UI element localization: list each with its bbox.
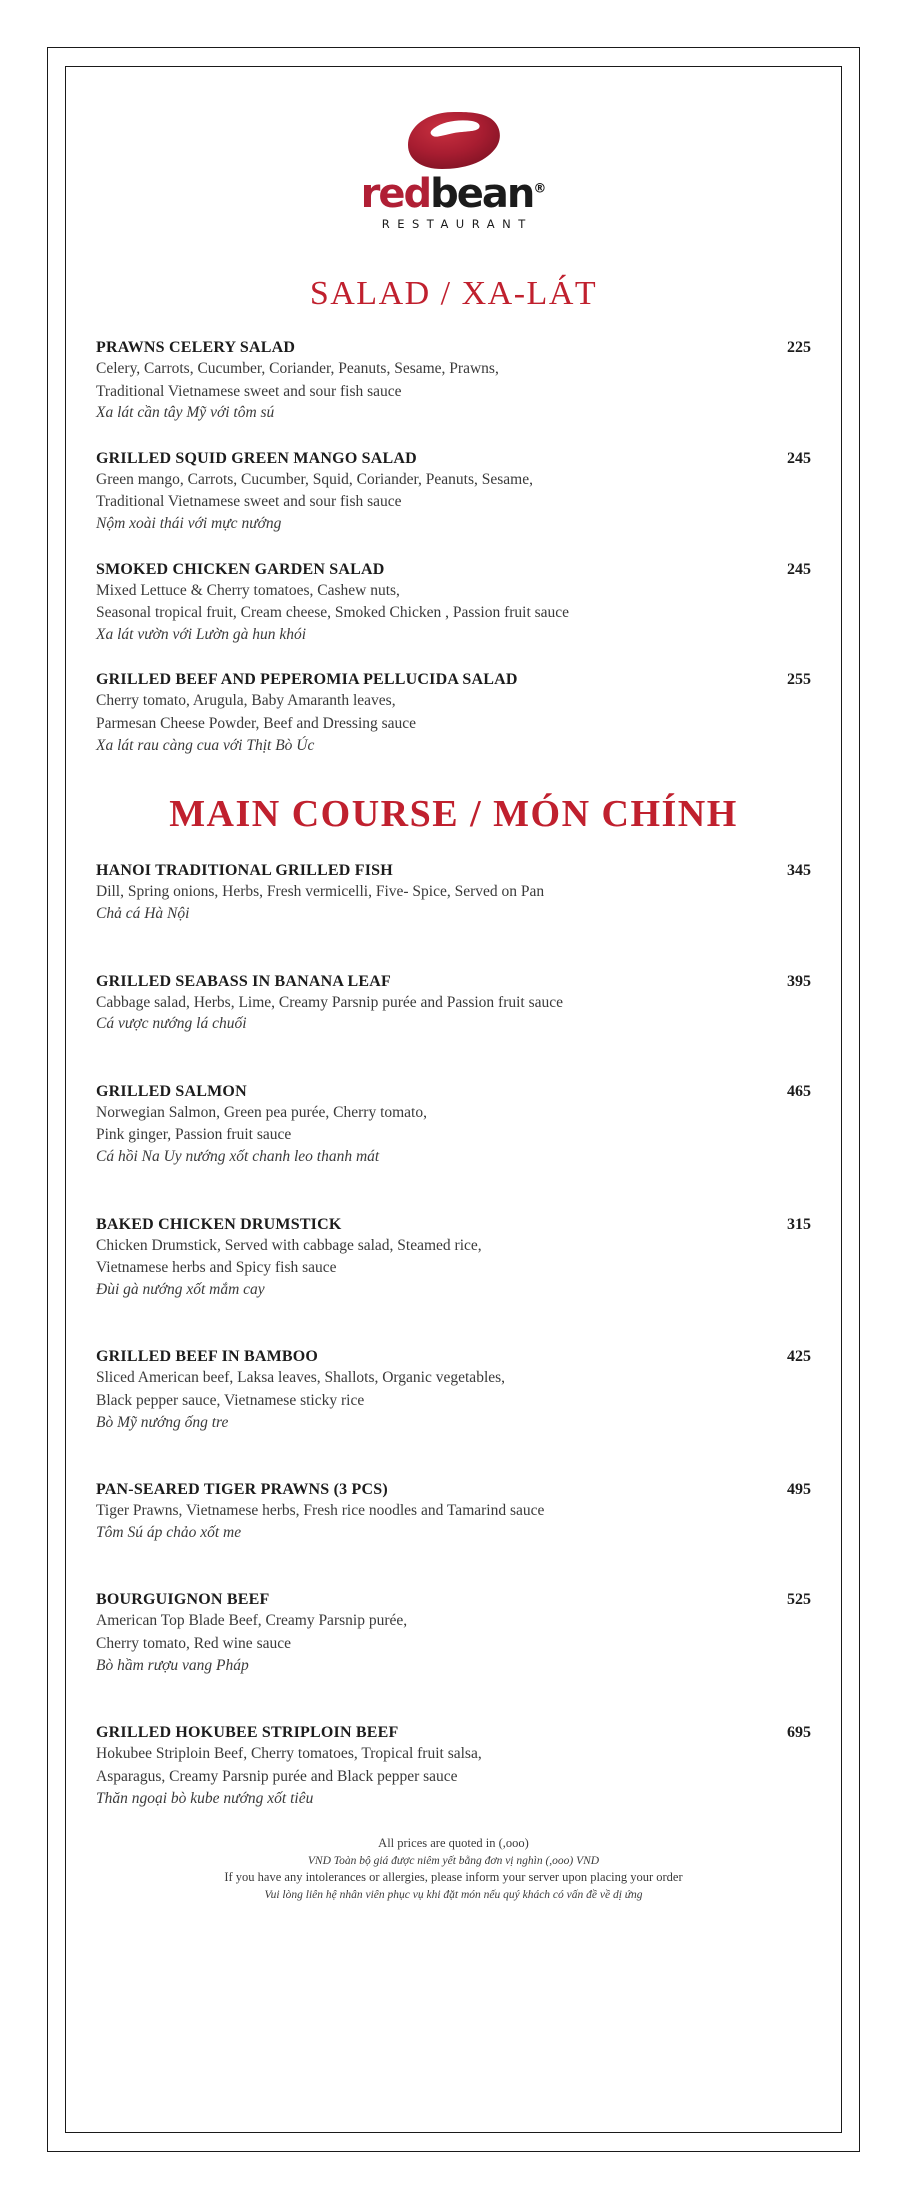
item-vietnamese-name: Cá vược nướng lá chuối [96, 1015, 247, 1033]
item-price: 395 [787, 972, 811, 990]
item-name: SMOKED CHICKEN GARDEN SALAD [96, 560, 385, 578]
footer-price-note-vi: VND Toàn bộ giá được niêm yết bằng đơn vị nghìn (,ooo) VND [307, 1854, 600, 1867]
item-price: 695 [787, 1724, 811, 1742]
item-price: 525 [787, 1591, 811, 1609]
item-price: 315 [787, 1215, 811, 1233]
item-vietnamese-name: Thăn ngoại bò kube nướng xốt tiêu [96, 1789, 314, 1807]
item-description-line: Chicken Drumstick, Served with cabbage salad, Steamed rice, [96, 1236, 482, 1254]
item-description-line: Dill, Spring onions, Herbs, Fresh vermicelli, Five- Spice, Served on Pan [96, 883, 545, 901]
item-name: GRILLED BEEF IN BAMBOO [96, 1348, 319, 1366]
item-header [96, 1591, 811, 1609]
item-name: GRILLED SALMON [96, 1082, 247, 1100]
item-description-line: Tiger Prawns, Vietnamese herbs, Fresh rice noodles and Tamarind sauce [96, 1502, 545, 1520]
item-description-line: Sliced American beef, Laksa leaves, Shallots, Organic vegetables, [96, 1369, 506, 1387]
item-header [96, 862, 811, 880]
item-header [96, 1724, 811, 1742]
item-description-line: Celery, Carrots, Cucumber, Coriander, Peanuts, Sesame, Prawns, [96, 360, 499, 377]
red-bean-icon [402, 108, 506, 172]
item-vietnamese-name: Xa lát cần tây Mỹ với tôm sú [96, 404, 275, 422]
footer-allergy-note-en: If you have any intolerances or allergies, please inform your server upon placing your order [224, 1870, 683, 1885]
item-vietnamese-name: Bò hầm rượu vang Pháp [96, 1656, 249, 1674]
item-header [96, 671, 811, 689]
item-name: BOURGUIGNON BEEF [96, 1591, 270, 1609]
item-description-line: Hokubee Striploin Beef, Cherry tomatoes, Tropical fruit salsa, [96, 1745, 482, 1763]
menu-item [96, 339, 811, 424]
item-price: 345 [787, 862, 811, 880]
wordmark-black: bean [430, 171, 534, 217]
menu-item [96, 450, 811, 535]
item-header [96, 1216, 811, 1234]
registered-mark: ® [533, 181, 547, 197]
menu-content [96, 92, 811, 1903]
brand-logo [96, 92, 811, 231]
item-description-line: Parmesan Cheese Powder, Beef and Dressing sauce [96, 715, 417, 733]
menu-item [96, 862, 811, 924]
item-header [96, 339, 811, 357]
item-vietnamese-name: Xa lát rau càng cua với Thịt Bò Úc [96, 736, 315, 754]
item-header [96, 1481, 811, 1499]
item-description-line: Cabbage salad, Herbs, Lime, Creamy Parsnip purée and Passion fruit sauce [96, 993, 564, 1011]
item-header [96, 973, 811, 991]
item-name: PRAWNS CELERY SALAD [96, 339, 296, 356]
item-price: 245 [787, 560, 811, 578]
item-vietnamese-name: Xa lát vườn với Lườn gà hun khói [96, 625, 307, 643]
menu-item [96, 1083, 811, 1168]
menu-item [96, 671, 811, 756]
item-name: HANOI TRADITIONAL GRILLED FISH [96, 862, 393, 880]
menu-item [96, 1481, 811, 1543]
item-description-line: Norwegian Salmon, Green pea purée, Cherry tomato, [96, 1103, 427, 1121]
item-description-line: Mixed Lettuce & Cherry tomatoes, Cashew nuts, [96, 581, 400, 599]
item-description-line: Traditional Vietnamese sweet and sour fish sauce [96, 493, 402, 511]
item-vietnamese-name: Bò Mỹ nướng ống tre [96, 1413, 229, 1431]
item-name: GRILLED HOKUBEE STRIPLOIN BEEF [96, 1724, 399, 1742]
menu-item [96, 1591, 811, 1676]
item-header [96, 1348, 811, 1366]
item-price: 245 [787, 449, 811, 467]
menu-footer [96, 1835, 811, 1903]
item-name: GRILLED SEABASS IN BANANA LEAF [96, 972, 391, 990]
footer-allergy-note-vi: Vui lòng liên hệ nhân viên phục vụ khi đặt món nếu quý khách có vấn đề về dị ứng [264, 1888, 643, 1901]
menu-item [96, 1724, 811, 1809]
item-description-line: Cherry tomato, Arugula, Baby Amaranth leaves, [96, 692, 396, 710]
item-header [96, 561, 811, 579]
main-course-items [96, 862, 811, 1809]
item-name: BAKED CHICKEN DRUMSTICK [96, 1215, 342, 1233]
item-price: 425 [787, 1348, 811, 1366]
wordmark [96, 171, 811, 217]
item-description-line: Pink ginger, Passion fruit sauce [96, 1126, 292, 1144]
item-price: 465 [787, 1082, 811, 1100]
item-description-line: Seasonal tropical fruit, Cream cheese, Smoked Chicken , Passion fruit sauce [96, 604, 570, 622]
item-description-line: Green mango, Carrots, Cucumber, Squid, Coriander, Peanuts, Sesame, [96, 470, 533, 488]
item-description-line: Black pepper sauce, Vietnamese sticky rice [96, 1392, 365, 1410]
item-description-line: American Top Blade Beef, Creamy Parsnip purée, [96, 1612, 408, 1630]
section-heading-salad: SALAD / XA-LÁT [309, 275, 598, 312]
item-vietnamese-name: Cá hồi Na Uy nướng xốt chanh leo thanh mát [96, 1147, 380, 1165]
item-description-line: Vietnamese herbs and Spicy fish sauce [96, 1259, 337, 1277]
section-heading-main-course: MAIN COURSE / MÓN CHÍNH [169, 793, 738, 836]
wordmark-red: red [360, 171, 431, 217]
item-price: 225 [787, 339, 811, 356]
item-header [96, 450, 811, 468]
item-description-line: Cherry tomato, Red wine sauce [96, 1635, 291, 1653]
item-vietnamese-name: Chả cá Hà Nội [96, 904, 190, 922]
menu-item [96, 973, 811, 1035]
item-vietnamese-name: Tôm Sú áp chảo xốt me [96, 1523, 242, 1541]
item-vietnamese-name: Nộm xoài thái với mực nướng [96, 515, 282, 533]
item-description-line: Traditional Vietnamese sweet and sour fish sauce [96, 382, 402, 400]
menu-item [96, 1348, 811, 1433]
footer-price-note-en: All prices are quoted in (,ooo) [378, 1836, 529, 1851]
item-description-line: Asparagus, Creamy Parsnip purée and Black pepper sauce [96, 1767, 458, 1785]
item-price: 495 [787, 1481, 811, 1499]
item-name: GRILLED SQUID GREEN MANGO SALAD [96, 449, 417, 467]
item-name: PAN-SEARED TIGER PRAWNS (3 PCS) [96, 1481, 388, 1499]
salad-items [96, 339, 811, 756]
menu-item [96, 1216, 811, 1301]
restaurant-subtitle: RESTAURANT [381, 217, 533, 231]
item-name: GRILLED BEEF AND PEPEROMIA PELLUCIDA SALAD [96, 671, 518, 689]
item-price: 255 [787, 671, 811, 689]
menu-item [96, 561, 811, 646]
item-header [96, 1083, 811, 1101]
item-vietnamese-name: Đùi gà nướng xốt mắm cay [96, 1280, 265, 1298]
